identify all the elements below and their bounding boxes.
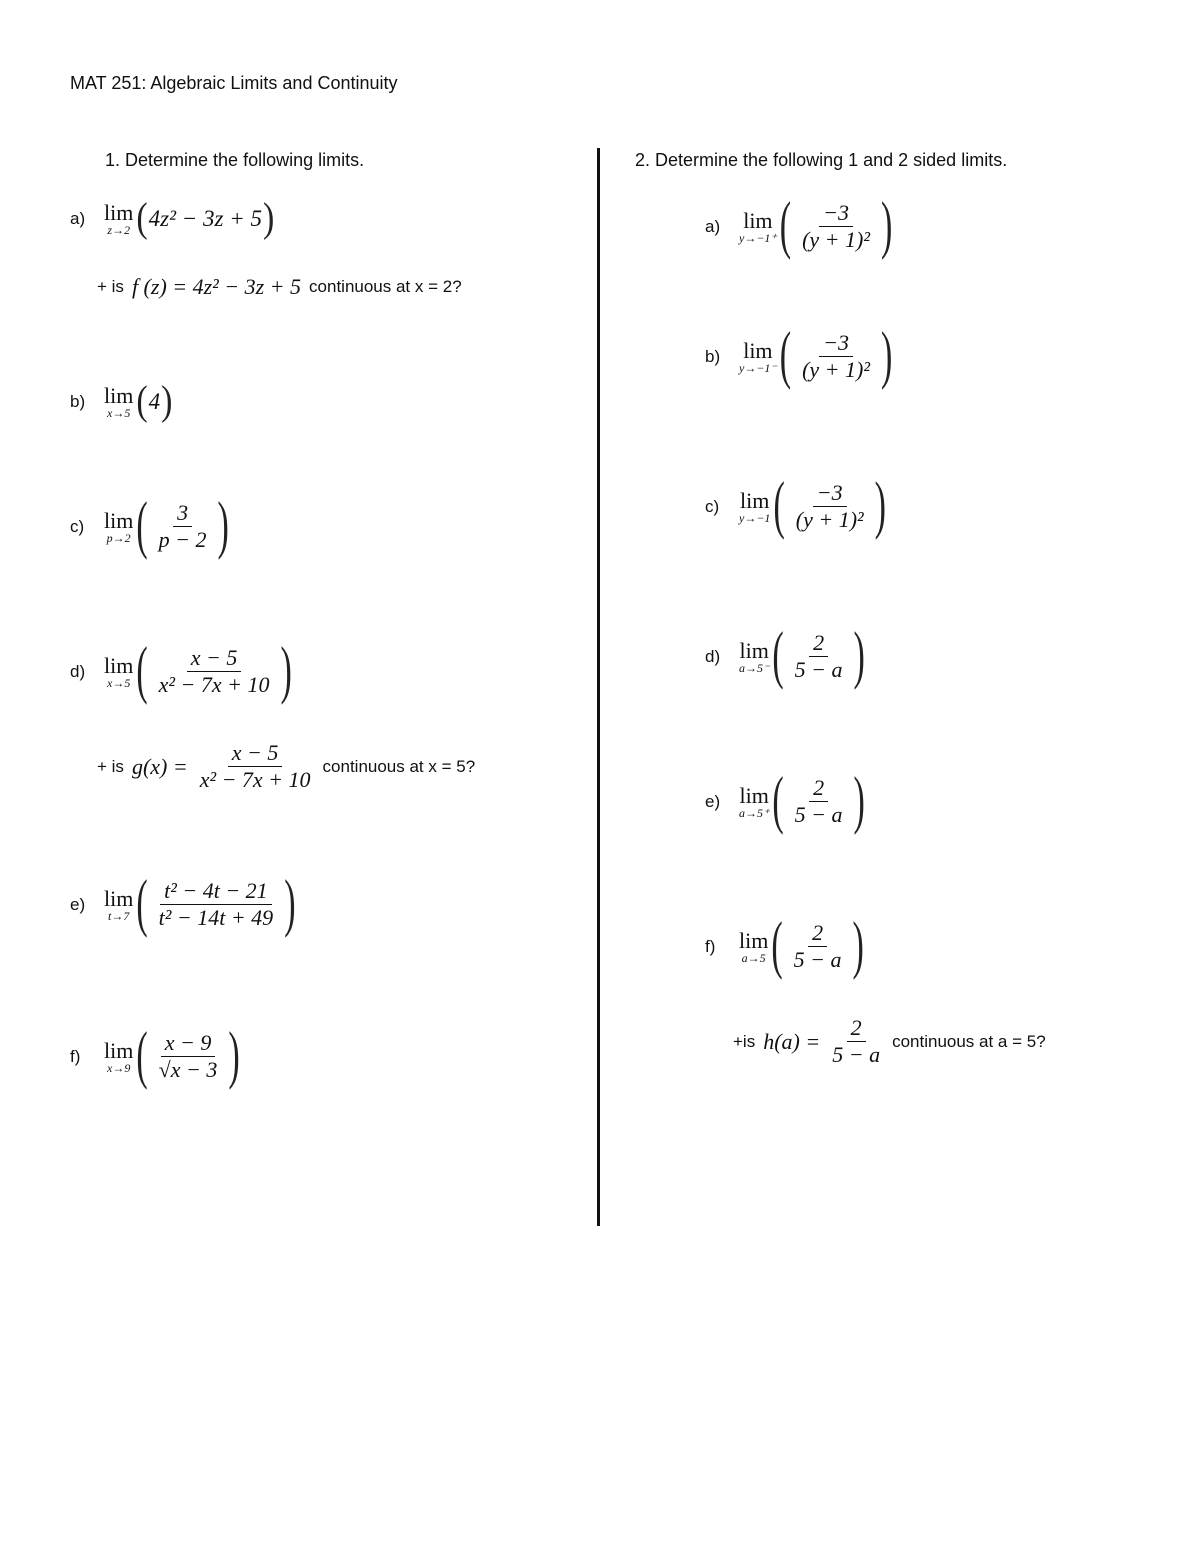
problem-label: f) bbox=[705, 936, 716, 956]
problem-label: e) bbox=[705, 791, 721, 811]
limit-subscript: p→2 bbox=[106, 530, 131, 545]
limit-subscript: z→2 bbox=[107, 223, 130, 237]
left-paren: ( bbox=[136, 635, 148, 706]
left-paren: ( bbox=[771, 910, 783, 981]
numerator: −3 bbox=[819, 200, 853, 227]
problem-1-b bbox=[70, 379, 174, 424]
denominator: 5 − a bbox=[794, 657, 843, 682]
lim-word: lim bbox=[739, 637, 769, 663]
limit-operator bbox=[739, 207, 777, 245]
limit-fraction bbox=[792, 480, 868, 533]
continuity-question bbox=[733, 1015, 1046, 1068]
lim-word: lim bbox=[743, 207, 773, 233]
left-paren: ( bbox=[136, 868, 148, 939]
limit-operator bbox=[739, 337, 777, 375]
problem-label: d) bbox=[705, 646, 721, 666]
numerator: 2 bbox=[809, 630, 828, 657]
problem-2-b bbox=[705, 320, 893, 391]
lim-word: lim bbox=[104, 1037, 134, 1063]
continuity-question bbox=[97, 740, 475, 793]
limit-subscript: a→5⁺ bbox=[739, 805, 770, 820]
denominator: x² − 7x + 10 bbox=[158, 672, 270, 697]
limit-fraction bbox=[791, 630, 847, 683]
right-paren: ) bbox=[880, 190, 893, 261]
numerator: x − 9 bbox=[161, 1030, 216, 1057]
function-definition: g(x) = bbox=[131, 753, 188, 779]
limit-subscript: x→5 bbox=[107, 406, 131, 420]
limit-subscript: x→5 bbox=[107, 675, 131, 690]
problem-1-a bbox=[70, 196, 275, 241]
numerator: x − 5 bbox=[187, 645, 242, 672]
limit-fraction bbox=[790, 920, 846, 973]
function-fraction bbox=[196, 740, 315, 793]
limit-subscript: y→−1 bbox=[739, 510, 771, 525]
limit-fraction bbox=[798, 330, 874, 383]
numerator: 2 bbox=[847, 1015, 866, 1042]
denominator: (y + 1)² bbox=[802, 357, 870, 382]
limit-subscript: t→7 bbox=[108, 908, 130, 923]
problem-label: d) bbox=[70, 661, 86, 681]
numerator: 3 bbox=[173, 500, 192, 527]
lim-word: lim bbox=[104, 507, 134, 533]
numerator: −3 bbox=[819, 330, 853, 357]
lim-word: lim bbox=[104, 200, 134, 225]
right-paren: ) bbox=[284, 868, 296, 939]
limit-operator bbox=[104, 202, 133, 236]
right-paren: ) bbox=[263, 196, 275, 241]
numerator: x − 5 bbox=[228, 740, 283, 767]
limit-operator bbox=[104, 507, 134, 545]
limit-operator bbox=[104, 885, 134, 923]
problem-1-f bbox=[70, 1020, 241, 1091]
denominator: (y + 1)² bbox=[802, 227, 870, 252]
problem-label: a) bbox=[705, 216, 721, 236]
numerator: 2 bbox=[809, 775, 828, 802]
right-paren: ) bbox=[228, 1020, 240, 1091]
limit-operator bbox=[739, 487, 771, 525]
left-paren: ( bbox=[779, 190, 792, 261]
followup-suffix: continuous at a = 5? bbox=[892, 1031, 1046, 1051]
left-paren: ( bbox=[772, 765, 784, 836]
left-paren: ( bbox=[779, 320, 792, 391]
column-divider bbox=[597, 148, 600, 1226]
limit-operator bbox=[104, 652, 134, 690]
problem-2-f bbox=[705, 910, 865, 981]
denominator: x² − 7x + 10 bbox=[199, 767, 311, 792]
right-paren: ) bbox=[853, 620, 865, 691]
right-paren: ) bbox=[217, 490, 229, 561]
left-paren: ( bbox=[773, 470, 785, 541]
left-paren: ( bbox=[136, 196, 148, 241]
limit-fraction bbox=[155, 878, 278, 931]
right-paren: ) bbox=[880, 320, 893, 391]
right-paren: ) bbox=[280, 635, 292, 706]
problem-label: c) bbox=[705, 496, 720, 516]
problem-2-d bbox=[705, 620, 866, 691]
followup-prefix: +is bbox=[733, 1031, 756, 1051]
problem-2-c bbox=[705, 470, 887, 541]
limit-expression: 4 bbox=[148, 389, 161, 414]
denominator: t² − 14t + 49 bbox=[158, 905, 274, 930]
problem-label: f) bbox=[70, 1046, 81, 1066]
lim-word: lim bbox=[740, 487, 770, 513]
limit-expression: 4z² − 3z + 5 bbox=[148, 206, 263, 231]
limit-operator bbox=[739, 927, 769, 965]
limit-fraction bbox=[155, 645, 274, 698]
numerator: −3 bbox=[813, 480, 847, 507]
limit-fraction bbox=[798, 200, 874, 253]
document-title: MAT 251: Algebraic Limits and Continuity bbox=[70, 73, 398, 93]
left-paren: ( bbox=[136, 379, 148, 424]
section-2-heading: 2. Determine the following 1 and 2 sided limits. bbox=[635, 150, 1008, 170]
problem-label: a) bbox=[70, 209, 86, 228]
denominator: 5 − a bbox=[794, 802, 843, 827]
problem-label: b) bbox=[705, 346, 721, 366]
limit-subscript: a→5 bbox=[741, 950, 766, 965]
problem-2-e bbox=[705, 765, 866, 836]
denominator: (y + 1)² bbox=[795, 507, 864, 532]
problem-2-a bbox=[705, 190, 893, 261]
limit-fraction bbox=[155, 500, 211, 553]
problem-label: e) bbox=[70, 894, 86, 914]
right-paren: ) bbox=[874, 470, 886, 541]
right-paren: ) bbox=[161, 379, 173, 424]
limit-fraction bbox=[155, 1030, 222, 1083]
function-definition: f (z) = 4z² − 3z + 5 bbox=[131, 274, 302, 299]
followup-prefix: + is bbox=[97, 756, 124, 776]
problem-1-d bbox=[70, 635, 293, 706]
continuity-question bbox=[97, 274, 462, 300]
limit-operator bbox=[104, 1037, 134, 1075]
limit-operator bbox=[104, 385, 133, 419]
left-paren: ( bbox=[136, 490, 148, 561]
left-paren: ( bbox=[136, 1020, 148, 1091]
section-1-heading: 1. Determine the following limits. bbox=[105, 150, 365, 170]
right-paren: ) bbox=[852, 910, 864, 981]
denominator: √x − 3 bbox=[158, 1057, 218, 1082]
lim-word: lim bbox=[104, 383, 134, 408]
limit-subscript: y→−1⁻ bbox=[739, 360, 777, 375]
limit-operator bbox=[739, 782, 770, 820]
right-paren: ) bbox=[853, 765, 865, 836]
followup-prefix: + is bbox=[97, 277, 124, 296]
limit-fraction bbox=[791, 775, 847, 828]
limit-subscript: x→9 bbox=[107, 1060, 131, 1075]
problem-1-e bbox=[70, 868, 297, 939]
left-paren: ( bbox=[772, 620, 784, 691]
followup-suffix: continuous at x = 5? bbox=[322, 756, 476, 776]
problem-label: c) bbox=[70, 516, 85, 536]
limit-operator bbox=[739, 637, 770, 675]
lim-word: lim bbox=[739, 927, 769, 953]
followup-suffix: continuous at x = 2? bbox=[309, 277, 462, 296]
numerator: 2 bbox=[808, 920, 827, 947]
numerator: t² − 4t − 21 bbox=[160, 878, 272, 905]
denominator: 5 − a bbox=[832, 1042, 881, 1067]
lim-word: lim bbox=[739, 782, 769, 808]
denominator: 5 − a bbox=[793, 947, 842, 972]
limit-subscript: y→−1⁺ bbox=[739, 230, 777, 245]
denominator: p − 2 bbox=[158, 527, 207, 552]
problem-label: b) bbox=[70, 392, 86, 411]
function-fraction bbox=[828, 1015, 884, 1068]
problem-1-c bbox=[70, 490, 230, 561]
lim-word: lim bbox=[104, 652, 134, 678]
lim-word: lim bbox=[104, 885, 134, 911]
function-definition: h(a) = bbox=[763, 1028, 821, 1054]
lim-word: lim bbox=[743, 337, 773, 363]
limit-subscript: a→5⁻ bbox=[739, 660, 770, 675]
